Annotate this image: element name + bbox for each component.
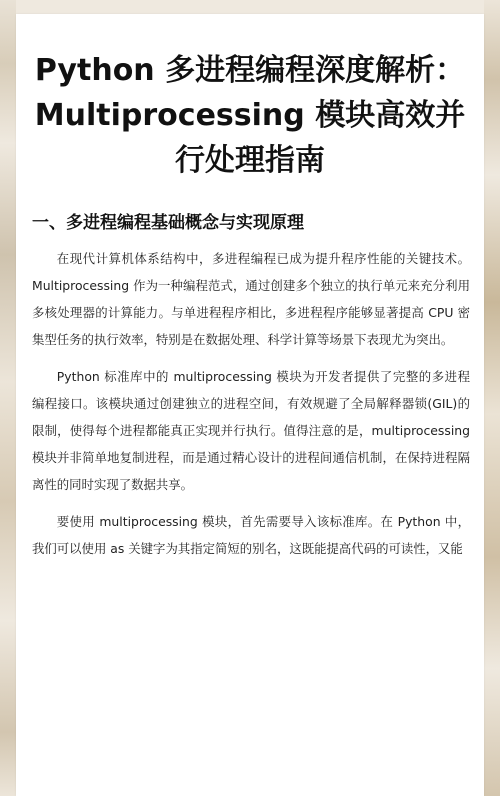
section-heading: 一、多进程编程基础概念与实现原理 [32,213,304,233]
background-edge-left [0,0,16,796]
paragraph-3: 要使用 multiprocessing 模块，首先需要导入该标准库。在 Python 中，我们可以使用 as 关键字为其指定简短的别名，这既能提高代码的可读性，又能 [32,514,470,556]
background-edge-right [484,0,500,796]
document-page [16,14,484,796]
paragraph-1: 在现代计算机体系结构中，多进程编程已成为提升程序性能的关键技术。Multiprocessing 作为一种编程范式，通过创建多个独立的执行单元来充分利用多核处理器的计算能力。与单进程程序相比，多进程程序能够显著提高 CPU 密集型任务的执行效率，特别是在数据处理、科学计算等场景下表现尤为突出。 [32,251,470,347]
paragraph-2: Python 标准库中的 multiprocessing 模块为开发者提供了完整的多进程编程接口。该模块通过创建独立的进程空间，有效规避了全局解释器锁(GIL)的限制，使得每个进程都能真正实现并行执行。值得注意的是，multiprocessing 模块并非简单地复制进程，而是通过精心设计的进程间通信机制，在保持进程隔离性的同时实现了数据共享。 [32,369,470,492]
article-title: Python 多进程编程深度解析：Multiprocessing 模块高效并行处理指南 [34,53,466,178]
